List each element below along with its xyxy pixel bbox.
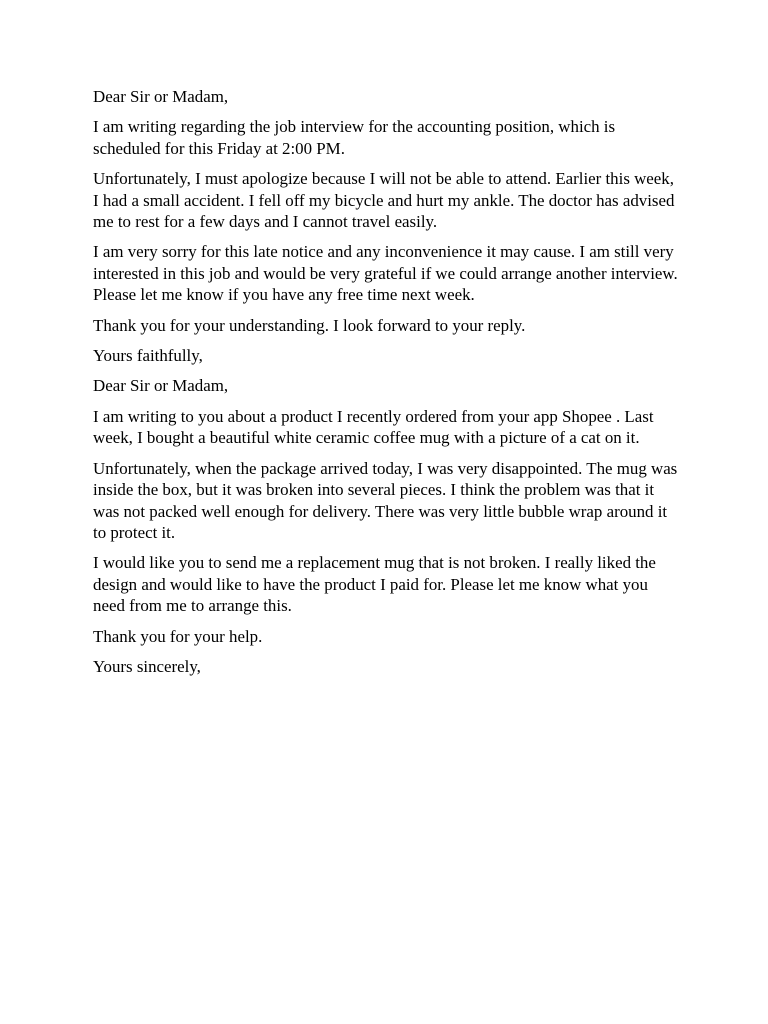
- letter2-salutation: Dear Sir or Madam,: [93, 376, 229, 396]
- letter1-closing: Yours faithfully,: [93, 346, 203, 366]
- letter1-paragraph-reason: Unfortunately, I must apologize because I will not be able to attend. Earlier this week, I had a small accident. I fell off my bicycle and hurt my ankle. The doctor has advised me to rest for a few days and I cannot travel easily.: [93, 169, 675, 232]
- letter1-paragraph-thanks: Thank you for your understanding. I look forward to your reply.: [93, 315, 526, 335]
- letter1-salutation: Dear Sir or Madam,: [93, 87, 229, 106]
- letter1-paragraph-purpose: I am writing regarding the job interview for the accounting position, which is scheduled for this Friday at 2:00 PM.: [93, 117, 616, 158]
- letter2-paragraph-request: I would like you to send me a replacement mug that is not broken. I really liked the design and would like to have the product I paid for. Please let me know what you need from me to arrange this.: [93, 553, 656, 616]
- letter2-closing: Yours sincerely,: [93, 656, 201, 676]
- letter2-paragraph-problem: Unfortunately, when the package arrived today, I was very disappointed. The mug was inside the box, but it was broken into several pieces. I think the problem was that it was not packed well enough for delivery. There was very little bubble wrap around it to protect it.: [93, 458, 678, 542]
- letter2-paragraph-thanks: Thank you for your help.: [93, 626, 263, 646]
- letter2-paragraph-purchase: I am writing to you about a product I recently ordered from your app Shopee . Last week, I bought a beautiful white ceramic coffee mug with a picture of a cat on it.: [93, 406, 654, 448]
- letter1-paragraph-request: I am very sorry for this late notice and any inconvenience it may cause. I am still very interested in this job and would be very grateful if we could arrange another interview. Please let me know if you have any free time next week.: [93, 242, 678, 305]
